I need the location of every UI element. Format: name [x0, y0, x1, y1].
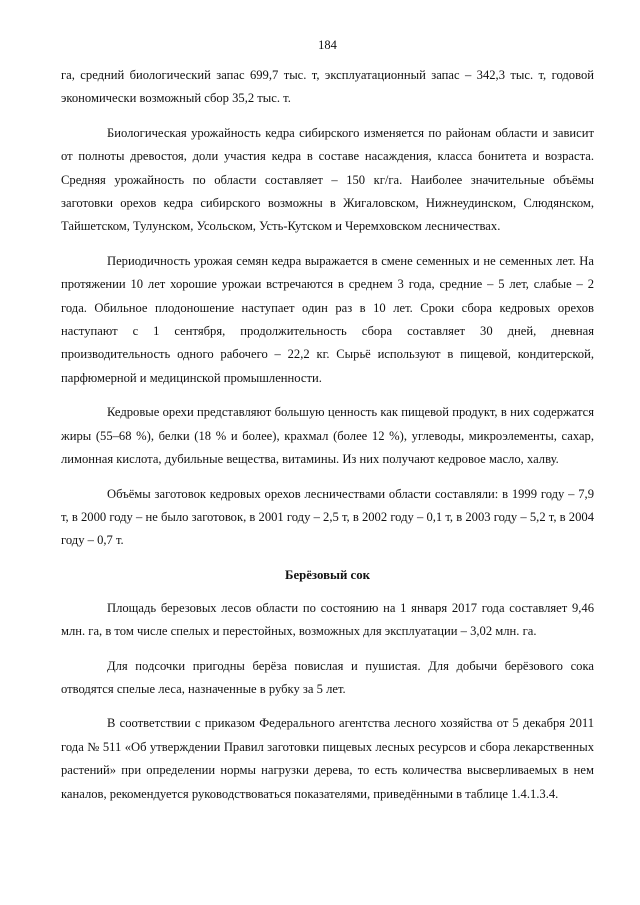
section-heading-birch-sap: Берёзовый сок [284, 567, 370, 582]
paragraph-birch-tapping: Для подсочки пригодны берёза повислая и пушистая. Для добычи берёзового сока отводятся спелые леса, назначенные в рубку за 5 лет. [61, 658, 594, 696]
paragraph-cedar-nutrition: Кедровые орехи представляют большую ценность как пищевой продукт, в них содержатся жиры (55–68 %), белки (18 % и более), крахмал (более 12 %), углеводы, микроэлементы, сахар, лимонная кислота, дубильные вещества, витамины. Из них получают кедровое масло, халву. [61, 405, 594, 467]
paragraph-continuation: га, средний биологический запас 699,7 тыс. т, эксплуатационный запас – 342,3 тыс. т, годовой экономически возможный сбор 35,2 тыс. т. [61, 68, 594, 106]
paragraph-cedar-periodicity: Периодичность урожая семян кедра выражается в смене семенных и не семенных лет. На протяжении 10 лет хорошие урожаи встречаются в среднем 3 года, средние – 5 лет, слабые – 2 года. Обильное плодоношение наступает один раз в 10 лет. Сроки сбора кедровых орехов наступают с 1 сентября, продолжительность сбора составляет 30 дней, дневная производительность одного рабочего – 22,2 кг. Сырьё используют в пищевой, кондитерской, парфюмерной и медицинской промышленности. [61, 253, 594, 385]
paragraph-birch-regulation: В соответствии с приказом Федерального агентства лесного хозяйства от 5 декабря 2011 года № 511 «Об утверждении Правил заготовки пищевых лесных ресурсов и сбора лекарственных растений» при определении нормы нагрузки дерева, то есть количества высверливаемых в нем каналов, рекомендуется руководствоваться показателями, приведёнными в таблице 1.4.1.3.4. [61, 716, 594, 801]
paragraph-cedar-harvest-volumes: Объёмы заготовок кедровых орехов лесничествами области составляли: в 1999 году – 7,9 т, в 2000 году – не было заготовок, в 2001 году – 2,5 т, в 2002 году – 0,1 т, в 2003 году – 5,2 т, в 2004 году – 0,7 т. [61, 486, 594, 548]
page-number: 184 [318, 38, 337, 52]
paragraph-cedar-yield: Биологическая урожайность кедра сибирского изменяется по районам области и зависит от полноты древостоя, доли участия кедра в составе насаждения, класса бонитета и возраста. Средняя урожайность по области составляет – 150 кг/га. Наиболее значительные объёмы заготовки орехов кедра сибирского возможны в Жигаловском, Нижнеудинском, Слюдянском, Тайшетском, Тулунском, Усольском, Усть-Кутском и Черемховском лесничествах. [61, 125, 594, 234]
document-body [61, 64, 594, 817]
paragraph-birch-area: Площадь березовых лесов области по состоянию на 1 января 2017 года составляет 9,46 млн. га, в том числе спелых и перестойных, возможных для эксплуатации – 3,02 млн. га. [61, 600, 594, 639]
